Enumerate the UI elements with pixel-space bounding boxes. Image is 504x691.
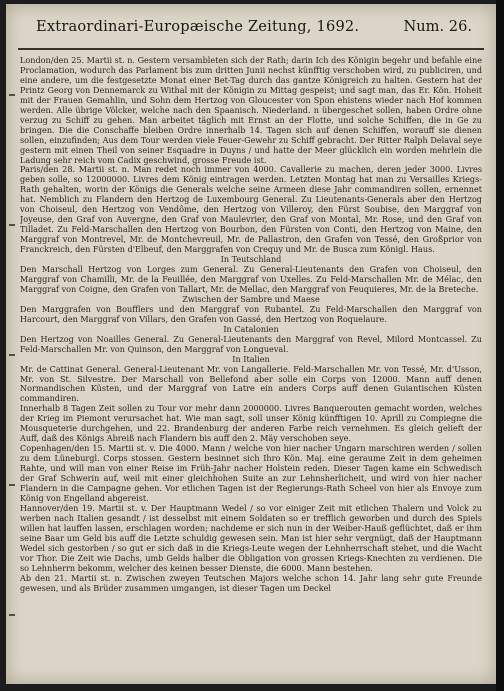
article-body [20,56,482,676]
article-hannover: Hannover/den 19. Martii st. v. Der Hauptmann Wedel / so vor einiger Zeit mit etlichen Thalern und Volck zu werben nach Italien gesandt / ist desselbst mit einem Soldaten so er trefflich geworben und durch des Spiels willen hat lauffen lassen, erschlagen worden; nachdeme er sich nun in der Weiber-Hauß geflüchtet, daß er ihm seine Baar um Geld bis auff die Letzte schuldig gewesen sein. Man ist hier sehr vergnügt, daß der Hauptmann Wedel sich gestorben / so gut er sich daß in die Kriegs-Leute wegen der Lehnherrschaft stehet, und die Wacht vor Thor. Die Zeit wie Dachs, umb Gelds halber die Obligation von grossen Kriegs-Knechten zu verdienen. Die so Lehnherrn bekomm, welcher des keinen besser Dienste, die 6000. Mann bestehen. [20,502,482,573]
binding-marks [9,54,17,674]
binding-mark [9,484,15,486]
newspaper-page [6,4,496,684]
subhead-germany: In Teutschland [220,254,282,265]
article-london: London/den 25. Martii st. n. Gestern versambleten sich der Rath; darin Ich des Königin begehr und befahle eine Proclamation, wodurch das Parlament bis zum dritten Junii nechst künfftig verschoben wird, zu publiciren, und eine andere, um die festgesetzte Monat einer Bet-Tag durch das gantze Königreich zu halten. Gestern hat der Printz Georg von Dennemarck zu Withal mit der Königin zu Mittag gespeist; und sagt man, das Er. Kön. Hoheit mit der Frauen Gemahlin, und Sohn dem Hertzog von Gloucester von Spon ehistens wieder nach Hof kommen werden. Alle übrige Völcker, welche nach den Spaanisch. Niederland. n übergeschet sollen, haben Ordre ohne verzug zu Schiff zu gehen. Man arbeitet täglich mit Ernst an der Flotte, und solche Schiffen, die in Ge zu bringen. Die die Conschaffe bleiben Ordre innerhalb 14. Tagen sich auf denen Schiffen, worauff sie dienen sollen, einzufinden; Aus dem Tour werden viele Feuer-Gewehr zu Schiff gebracht. Der Ritter Ralph Delaval seye gestern mit einen Theil von seiner Esquadre in Duyns / und hatte der Meer glücklich ein worden mehrlein die Ladung sehr reich vom Cadix geschwind, grosse Freude ist. [20,56,482,165]
binding-mark [9,94,15,96]
subhead-italy: In Italien [232,353,270,364]
binding-mark [9,354,15,356]
article-paris: Paris/den 28. Martii st. n. Man redet noch immer von 4000. Cavallerie zu machen, deren jeder 3000. Livres geben solle, so 12000000. Livres dem König eintragen werden. Letzten Montag hat man zu Versailles Kriegs-Rath gehalten, worin der Königs die Generals welche seine Armeen diese Jahr commandiren sollen, ernennet hat. Nemblich zu Flandern den Hertzog de Luxembourg General. Zu Lieutenants-Generals aber den Hertzog von Choiseul, den Hertzog von Vendôme, den Hertzog von Villeroy, den Fürst Soubise, den Marggraf von Joyeuse, den Graf von Auvergne, den Graf von Maulevrier, den Graf von Montal, Mr. Rose, und den Graf von Tilladet. Zu Feld-Marschallen den Hertzog von Bourbon, den Fürsten von Conti, den Hertzog von Maine, den Marggraf von Montrevel, Mr. de Montchevreuil, Mr. de Pallastron, den Grafen von Tessé, den Großprior von Franckreich, den Fürsten d'Elbeuf, den Marggrafen von Crequy und Mr. de Busca zum Königl. Haus. [20,164,482,255]
article-sambre-maese: Den Marggrafen von Boufflers und den Marggraf von Rubantel. Zu Feld-Marschallen den Marggraf von Harcourt, den Marggraf von Villars, den Grafen von Gassé, den Hertzog von Roquelaure. [20,303,482,324]
header-rule [18,48,484,50]
masthead [14,10,488,54]
article-paris-continued: Innerhalb 8 Tagen Zeit sollen zu Tour vor mehr dann 2000000. Livres Banquerouten gemacht worden, welches der Krieg im Piemont verursachet hat. Wie man sagt, soll unser König künfftigen 10. Aprill zu Compiegne die Mousqueterie durchgehen, und 22. Brandenburg der anderen Farbe reich vernehmen. Es gleich gelieft der Auff, daß des Königs Abreiß nach Flandern bis auff den 2. Mäy verschoben seye. [20,403,482,444]
scan-edge [496,0,504,691]
article-copenhagen: Copenhagen/den 15. Martii st. v. Die 4000. Mann / welche von hier nacher Ungarn marschiren werden / sollen zu dem Lüneburgl. Corps stossen. Gestern besinnet sich Ihro Kön. Maj. eine geraume Zeit in dem geheimen Rahte, und will man von einer Reise im Früh-Jahr nacher Holstein reden. Dieser Tagen kame ein Schwedisch der Graf Schwerin auf, weil mit einer gleichhohen Suite an zur Lehnsherlicheit, und wird von hier nacher Flandern in die Campagne gehen. Vor etlichen Tagen ist der Regierungs-Rath Scheel von hier als Envoye zum König von Engelland abgereist. [20,443,482,503]
binding-mark [9,224,15,226]
subhead-sambre-maese: Zwischen der Sambre und Maese [182,293,320,304]
issue-number: Num. 26. [403,18,472,35]
article-final: Ab den 21. Martii st. n. Zwischen zweyen Teutschen Majors welche schon 14. Jahr lang sehr gute Freunde gewesen, und als Brüder zusammen umgangen, ist dieser Tagen um Deckel [20,572,482,593]
article-italy: Mr. de Cattinat General. General-Lieutenant Mr. von Langallerie. Feld-Marschallen Mr. von Tessé, Mr. d'Usson, Mr. von St. Silvestre. Der Marschall von Bellefond aber solle ein Corps von 12000. Mann auff denen Normandischen Küsten, und der Marggraf von Latre ein anders Corps auff denen Guiantischen Küsten commandiren. [20,363,482,404]
subhead-catalonia: In Catalonien [223,323,279,334]
binding-mark [9,614,15,616]
article-catalonia: Den Hertzog von Noailles General. Zu General-Lieutenants den Marggraf von Revel, Milord Montcassel. Zu Feld-Marschallen Mr. von Quinson, den Marggraf von Longueval. [20,333,482,354]
newspaper-title: Extraordinari-Europæische Zeitung, 1692. [36,18,360,35]
article-germany: Den Marschall Hertzog von Lorges zum General. Zu General-Lieutenants den Grafen von Choiseul, den Marggraf von Chamilli, Mr. de la Feuillée, den Marggraf von Uxelles. Zu Feld-Marschallen Mr. de Mélac, den Marggraf von Coigne, den Grafen von Tallart, Mr. de Mellac, den Marggraf von Feuquieres, Mr. de la Breteche. [20,264,482,294]
